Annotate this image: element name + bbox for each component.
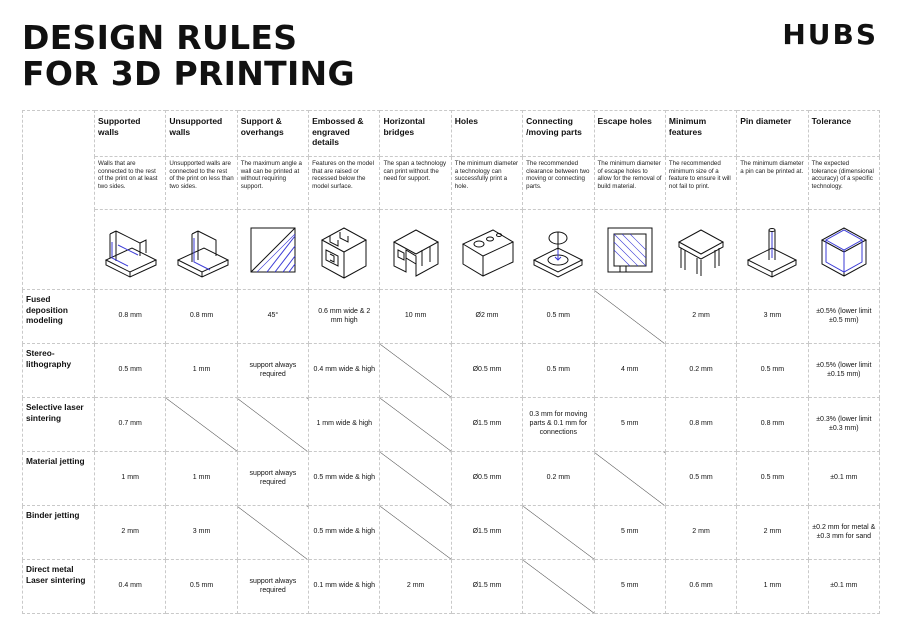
- title-line-1: DESIGN RULES: [22, 18, 298, 57]
- table-row: [23, 452, 880, 506]
- tolerance-icon: [814, 220, 874, 280]
- pin-icon-cell: [737, 210, 808, 290]
- table-row: [23, 398, 880, 452]
- value-cell: ±0.5% (lower limit ±0.5 mm): [808, 290, 879, 344]
- value-cell: 0.8 mm: [166, 290, 237, 344]
- value-cell: Ø1.5 mm: [451, 560, 522, 614]
- col-desc: The recommended minimum size of a feature to ensure it will not fail to print.: [665, 157, 736, 210]
- col-desc: The minimum diameter of escape holes to allow for the removal of build material.: [594, 157, 665, 210]
- col-desc: Features on the model that are raised or recessed below the model surface.: [309, 157, 380, 210]
- col-name: Pin diameter: [737, 111, 808, 157]
- value-cell: 0.5 mm: [523, 290, 594, 344]
- value-cell: 10 mm: [380, 290, 451, 344]
- value-cell: 1 mm: [166, 344, 237, 398]
- col-name: Escape holes: [594, 111, 665, 157]
- value-cell: ±0.1 mm: [808, 560, 879, 614]
- col-name: Minimum features: [665, 111, 736, 157]
- value-cell: 1 mm: [737, 560, 808, 614]
- not-applicable-cell: [594, 290, 665, 344]
- value-cell: 0.4 mm: [95, 560, 166, 614]
- value-cell: ±0.5% (lower limit ±0.15 mm): [808, 344, 879, 398]
- hubs-logo: HUBS: [782, 18, 878, 51]
- col-name: Horizontal bridges: [380, 111, 451, 157]
- escape-hole-icon-cell: [594, 210, 665, 290]
- corner-cell: [23, 111, 95, 290]
- technology-name: Stereo- lithography: [23, 344, 95, 398]
- value-cell: 4 mm: [594, 344, 665, 398]
- col-desc: The minimum diameter a pin can be printed at.: [737, 157, 808, 210]
- column-names-row: [23, 111, 880, 157]
- value-cell: support always required: [237, 344, 308, 398]
- value-cell: ±0.2 mm for metal & ±0.3 mm for sand: [808, 506, 879, 560]
- design-rules-table: [22, 110, 880, 614]
- value-cell: 1 mm wide & high: [309, 398, 380, 452]
- value-cell: 2 mm: [665, 506, 736, 560]
- holes-icon-cell: [451, 210, 522, 290]
- not-applicable-cell: [380, 398, 451, 452]
- value-cell: 0.5 mm: [737, 452, 808, 506]
- col-desc: The span a technology can print without the need for support.: [380, 157, 451, 210]
- pin-icon: [742, 220, 802, 280]
- not-applicable-cell: [380, 506, 451, 560]
- value-cell: 0.5 mm: [95, 344, 166, 398]
- embossed-icon-cell: [309, 210, 380, 290]
- not-applicable-cell: [380, 344, 451, 398]
- col-name: Holes: [451, 111, 522, 157]
- value-cell: 2 mm: [95, 506, 166, 560]
- value-cell: 3 mm: [166, 506, 237, 560]
- col-desc: The maximum angle a wall can be printed at without requiring support.: [237, 157, 308, 210]
- column-desc-row: [23, 157, 880, 210]
- minimum-feature-icon-cell: [665, 210, 736, 290]
- value-cell: 0.3 mm for moving parts & 0.1 mm for connections: [523, 398, 594, 452]
- technology-name: Direct metal Laser sintering: [23, 560, 95, 614]
- value-cell: 0.5 mm: [737, 344, 808, 398]
- value-cell: Ø0.5 mm: [451, 452, 522, 506]
- moving-parts-icon-cell: [523, 210, 594, 290]
- value-cell: 2 mm: [380, 560, 451, 614]
- unsupported-wall-icon: [172, 220, 232, 280]
- bridge-icon-cell: [380, 210, 451, 290]
- value-cell: 0.8 mm: [665, 398, 736, 452]
- embossed-icon: [314, 220, 374, 280]
- bridge-icon: [386, 220, 446, 280]
- value-cell: 2 mm: [737, 506, 808, 560]
- technology-name: Material jetting: [23, 452, 95, 506]
- value-cell: 3 mm: [737, 290, 808, 344]
- col-name: Connecting /moving parts: [523, 111, 594, 157]
- escape-hole-icon: [600, 220, 660, 280]
- not-applicable-cell: [523, 506, 594, 560]
- value-cell: 0.1 mm wide & high: [309, 560, 380, 614]
- value-cell: ±0.1 mm: [808, 452, 879, 506]
- col-name: Supported walls: [95, 111, 166, 157]
- technology-name: Fused deposition modeling: [23, 290, 95, 344]
- table-row: [23, 506, 880, 560]
- value-cell: 5 mm: [594, 560, 665, 614]
- data-rows: [23, 290, 880, 614]
- not-applicable-cell: [166, 398, 237, 452]
- unsupported-wall-icon-cell: [166, 210, 237, 290]
- value-cell: Ø2 mm: [451, 290, 522, 344]
- value-cell: 1 mm: [95, 452, 166, 506]
- table-row: [23, 344, 880, 398]
- col-name: Support & overhangs: [237, 111, 308, 157]
- not-applicable-cell: [237, 506, 308, 560]
- value-cell: 0.8 mm: [737, 398, 808, 452]
- value-cell: 0.7 mm: [95, 398, 166, 452]
- moving-parts-icon: [528, 220, 588, 280]
- col-name: Embossed & engraved details: [309, 111, 380, 157]
- holes-icon: [457, 220, 517, 280]
- not-applicable-cell: [523, 560, 594, 614]
- value-cell: 1 mm: [166, 452, 237, 506]
- col-desc: Walls that are connected to the rest of the print on at least two sides.: [95, 157, 166, 210]
- table-row: [23, 290, 880, 344]
- not-applicable-cell: [594, 452, 665, 506]
- col-name: Unsupported walls: [166, 111, 237, 157]
- value-cell: Ø0.5 mm: [451, 344, 522, 398]
- col-desc: The expected tolerance (dimensional accuracy) of a specific technology.: [808, 157, 879, 210]
- not-applicable-cell: [237, 398, 308, 452]
- value-cell: 0.5 mm wide & high: [309, 452, 380, 506]
- col-desc: Unsupported walls are connected to the rest of the print on less than two sides.: [166, 157, 237, 210]
- table-row: [23, 560, 880, 614]
- value-cell: 5 mm: [594, 398, 665, 452]
- value-cell: 0.5 mm: [523, 344, 594, 398]
- value-cell: 0.8 mm: [95, 290, 166, 344]
- icons-row: [23, 210, 880, 290]
- page-title: [22, 20, 355, 92]
- overhang-icon: [243, 220, 303, 280]
- minimum-feature-icon: [671, 220, 731, 280]
- value-cell: 0.5 mm: [665, 452, 736, 506]
- overhang-icon-cell: [237, 210, 308, 290]
- col-desc: The minimum diameter a technology can successfully print a hole.: [451, 157, 522, 210]
- technology-name: Selective laser sintering: [23, 398, 95, 452]
- col-name: Tolerance: [808, 111, 879, 157]
- title-line-2: FOR 3D PRINTING: [22, 54, 355, 93]
- supported-wall-icon: [100, 220, 160, 280]
- value-cell: 45°: [237, 290, 308, 344]
- supported-wall-icon-cell: [95, 210, 166, 290]
- value-cell: ±0.3% (lower limit ±0.3 mm): [808, 398, 879, 452]
- technology-name: Binder jetting: [23, 506, 95, 560]
- value-cell: 0.5 mm: [166, 560, 237, 614]
- value-cell: 5 mm: [594, 506, 665, 560]
- value-cell: 0.2 mm: [665, 344, 736, 398]
- value-cell: 0.2 mm: [523, 452, 594, 506]
- value-cell: 0.6 mm wide & 2 mm high: [309, 290, 380, 344]
- value-cell: Ø1.5 mm: [451, 506, 522, 560]
- value-cell: support always required: [237, 452, 308, 506]
- value-cell: 0.6 mm: [665, 560, 736, 614]
- value-cell: 0.4 mm wide & high: [309, 344, 380, 398]
- col-desc: The recommended clearance between two moving or connecting parts.: [523, 157, 594, 210]
- value-cell: 0.5 mm wide & high: [309, 506, 380, 560]
- not-applicable-cell: [380, 452, 451, 506]
- value-cell: 2 mm: [665, 290, 736, 344]
- tolerance-icon-cell: [808, 210, 879, 290]
- value-cell: Ø1.5 mm: [451, 398, 522, 452]
- value-cell: support always required: [237, 560, 308, 614]
